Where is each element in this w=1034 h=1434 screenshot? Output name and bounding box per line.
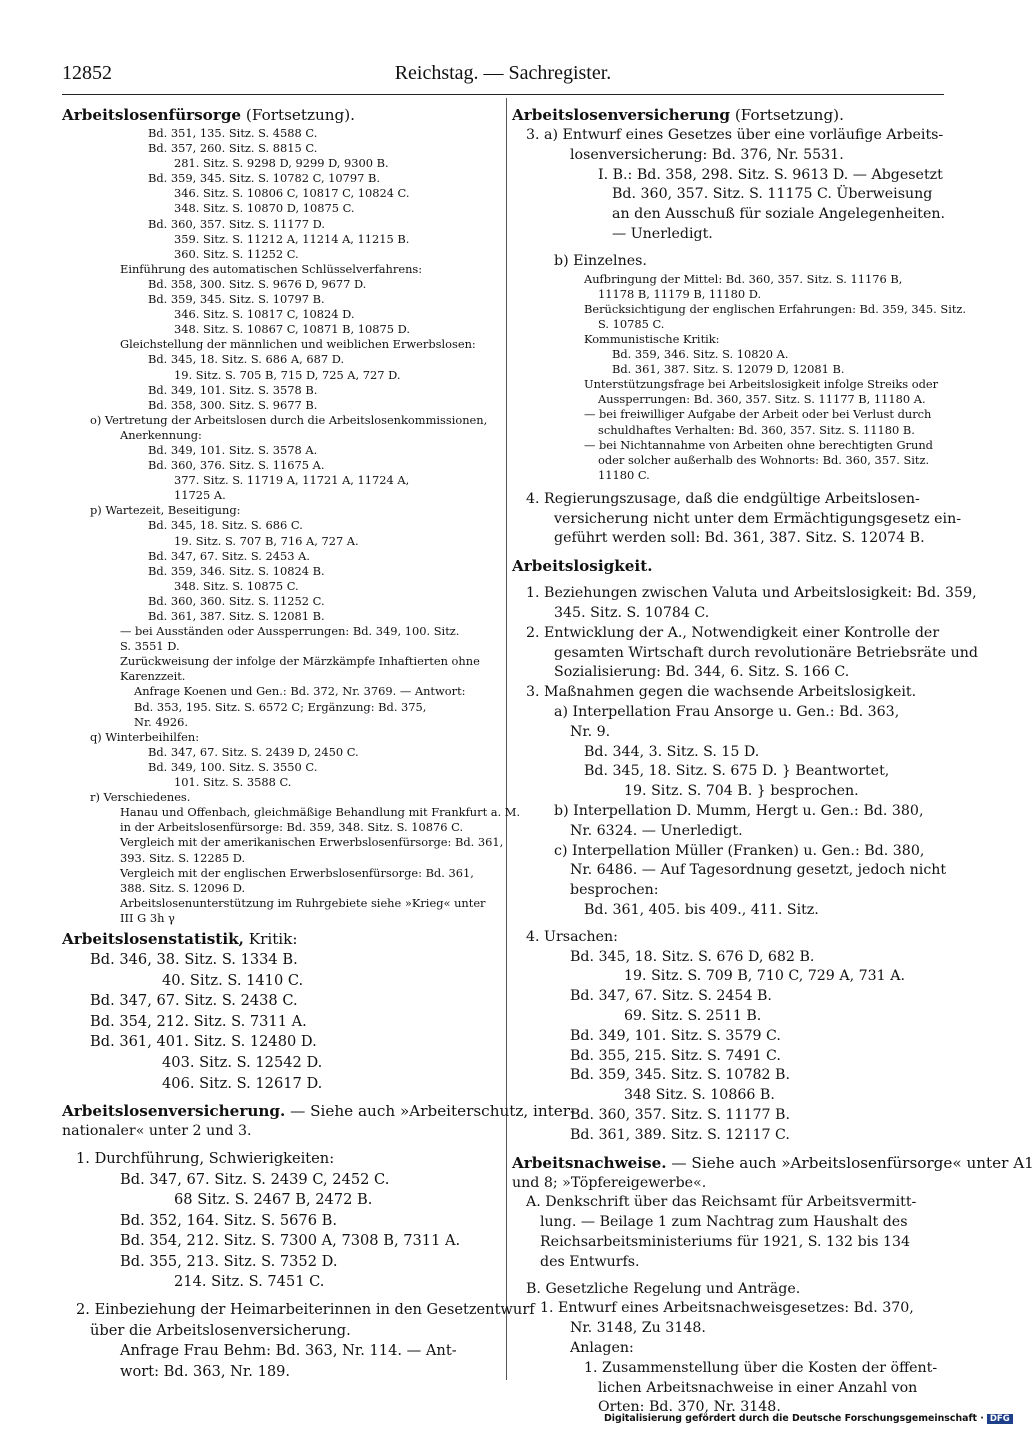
index-line: nationaler« unter 2 und 3. — [62, 1123, 252, 1140]
index-line: 348. Sitz. S. 10870 D, 10875 C. — [174, 201, 355, 216]
index-line: schuldhaftes Verhalten: Bd. 360, 357. Sitz. S. 11180 B. — [598, 422, 915, 437]
index-line: 4. Ursachen: — [526, 928, 618, 945]
index-line: r) Verschiedenes. — [90, 790, 191, 805]
index-line: Bd. 361, 405. bis 409., 411. Sitz. — [584, 902, 819, 919]
index-line: Bd. 347, 67. Sitz. S. 2439 D, 2450 C. — [148, 744, 359, 759]
index-line: 19. Sitz. S. 704 B. } besprochen. — [624, 783, 859, 800]
page-number: 12852 — [62, 62, 112, 84]
section-title: Arbeitslosenfürsorge — [62, 106, 242, 124]
index-line: Bd. 359, 345. Sitz. S. 10797 B. — [148, 292, 325, 307]
index-line: Nr. 4926. — [134, 714, 189, 729]
index-line: — Unerledigt. — [612, 225, 713, 242]
index-line: 403. Sitz. S. 12542 D. — [162, 1053, 323, 1071]
index-line: oder solcher außerhalb des Wohnorts: Bd. 360, 357. Sitz. — [598, 452, 930, 467]
index-line: 393. Sitz. S. 12285 D. — [120, 850, 246, 865]
index-line: 377. Sitz. S. 11719 A, 11721 A, 11724 A, — [174, 473, 410, 488]
index-line: Bd. 345, 18. Sitz. S. 686 C. — [148, 518, 303, 533]
index-line: 11180 C. — [598, 467, 650, 482]
index-line: Bd. 361, 387. Sitz. S. 12079 D, 12081 B. — [612, 362, 845, 377]
index-line: 1. Durchführung, Schwierigkeiten: — [76, 1149, 335, 1167]
index-line: Bd. 357, 260. Sitz. S. 8815 C. — [148, 141, 318, 156]
index-line: Anfrage Koenen und Gen.: Bd. 372, Nr. 3769. — Antwort: — [134, 684, 466, 699]
index-line: Aufbringung der Mittel: Bd. 360, 357. Sitz. S. 11176 B, — [584, 271, 903, 286]
index-line: 4. Regierungszusage, daß die endgültige Arbeitslosen- — [526, 490, 920, 507]
index-line: — bei freiwilliger Aufgabe der Arbeit oder bei Verlust durch — [584, 407, 932, 422]
index-line: 1. Beziehungen zwischen Valuta und Arbeitslosigkeit: Bd. 359, — [526, 585, 977, 602]
section-qualifier: (Fortsetzung). — [730, 106, 844, 124]
dfg-logo: DFG — [987, 1414, 1013, 1424]
index-line: Bd. 352, 164. Sitz. S. 5676 B. — [120, 1211, 338, 1229]
index-line: 101. Sitz. S. 3588 C. — [174, 775, 292, 790]
index-line: 11178 B, 11179 B, 11180 D. — [598, 286, 762, 301]
index-line: o) Vertretung der Arbeitslosen durch die Arbeitslosenkommissionen, — [90, 412, 488, 427]
index-line: Bd. 345, 18. Sitz. S. 675 D. } Beantwortet, — [584, 763, 890, 780]
index-line: Arbeitslosenunterstützung im Ruhrgebiete siehe »Krieg« unter — [120, 895, 486, 910]
index-line: Bd. 347, 67. Sitz. S. 2454 B. — [570, 988, 772, 1005]
index-line: S. 10785 C. — [598, 316, 665, 331]
index-line: Nr. 9. — [570, 723, 611, 740]
index-line: des Entwurfs. — [540, 1253, 640, 1270]
index-line: Bd. 345, 18. Sitz. S. 676 D, 682 B. — [570, 948, 815, 965]
index-line: 345. Sitz. S. 10784 C. — [554, 605, 710, 622]
index-line: III G 3h γ — [120, 910, 175, 925]
index-line: Nr. 6324. — Unerledigt. — [570, 822, 743, 839]
index-line: 68 Sitz. S. 2467 B, 2472 B. — [174, 1191, 373, 1209]
index-line: p) Wartezeit, Beseitigung: — [90, 503, 241, 518]
index-line: 388. Sitz. S. 12096 D. — [120, 880, 246, 895]
index-line: Bd. 359, 345. Sitz. S. 10782 B. — [570, 1067, 790, 1084]
index-line: 40. Sitz. S. 1410 C. — [162, 971, 304, 989]
index-line: 359. Sitz. S. 11212 A, 11214 A, 11215 B. — [174, 231, 410, 246]
index-line: Bd. 358, 300. Sitz. S. 9677 B. — [148, 397, 318, 412]
footer-credit — [604, 1413, 1010, 1427]
section-heading — [512, 1153, 1034, 1174]
section-title: Arbeitslosenstatistik, — [62, 929, 244, 948]
index-line: Bd. 361, 401. Sitz. S. 12480 D. — [90, 1033, 317, 1051]
index-line: Orten: Bd. 370, Nr. 3148. — [598, 1399, 781, 1416]
page-header — [62, 60, 944, 95]
index-line: Bd. 349, 101. Sitz. S. 3578 A. — [148, 442, 318, 457]
index-line: Sozialisierung: Bd. 344, 6. Sitz. S. 166 C. — [554, 664, 850, 681]
index-line: 3. Maßnahmen gegen die wachsende Arbeitslosigkeit. — [526, 684, 917, 701]
running-title: Reichstag. — Sachregister. — [394, 62, 612, 84]
index-line: Bd. 360, 357. Sitz. S. 11177 B. — [570, 1107, 790, 1123]
index-line: Vergleich mit der englischen Erwerbslosenfürsorge: Bd. 361, — [120, 865, 474, 880]
index-line: Bd. 347, 67. Sitz. S. 2439 C, 2452 C. — [120, 1170, 390, 1188]
index-line: Bd. 349, 101. Sitz. S. 3578 B. — [148, 382, 318, 397]
index-line: b) Einzelnes. — [554, 252, 647, 269]
index-line: Bd. 361, 389. Sitz. S. 12117 C. — [570, 1126, 790, 1143]
index-line: Bd. 353, 195. Sitz. S. 6572 C; Ergänzung: Bd. 375, — [134, 699, 427, 714]
index-line: Berücksichtigung der englischen Erfahrungen: Bd. 359, 345. Sitz. — [584, 301, 967, 316]
index-line: 2. Entwicklung der A., Notwendigkeit einer Kontrolle der — [526, 624, 940, 641]
index-line: Bd. 360, 376. Sitz. S. 11675 A. — [148, 458, 325, 473]
index-line: Bd. 359, 346. Sitz. S. 10820 A. — [612, 347, 789, 362]
index-line: A. Denkschrift über das Reichsamt für Arbeitsvermitt- — [526, 1194, 917, 1211]
index-line: geführt werden soll: Bd. 361, 387. Sitz. S. 12074 B. — [554, 530, 925, 547]
index-line: Unterstützungsfrage bei Arbeitslosigkeit infolge Streiks oder — [584, 377, 939, 392]
index-line: Bd. 347, 67. Sitz. S. 2453 A. — [148, 548, 310, 563]
index-line: Bd. 355, 213. Sitz. S. 7352 D. — [120, 1252, 338, 1270]
section-qualifier: (Fortsetzung). — [241, 106, 356, 124]
index-line: B. Gesetzliche Regelung und Anträge. — [526, 1280, 801, 1297]
index-line: 281. Sitz. S. 9298 D, 9299 D, 9300 B. — [174, 156, 389, 171]
section-heading — [62, 1101, 576, 1122]
index-line: Vergleich mit der amerikanischen Erwerbslosenfürsorge: Bd. 361, — [120, 835, 504, 850]
section-title: Arbeitslosenversicherung. — [62, 1102, 286, 1121]
index-line: lung. — Beilage 1 zum Nachtrag zum Haushalt des — [540, 1214, 908, 1231]
index-line: 2. Einbeziehung der Heimarbeiterinnen in den Gesetzentwurf — [76, 1301, 535, 1319]
index-line: 11725 A. — [174, 488, 226, 503]
index-line: Nr. 3148, Zu 3148. — [570, 1320, 706, 1337]
index-line: Bd. 354, 212. Sitz. S. 7311 A. — [90, 1012, 307, 1030]
index-line: Zurückweisung der infolge der Märzkämpfe Inhaftierten ohne — [120, 654, 480, 669]
index-line: 348. Sitz. S. 10867 C, 10871 B, 10875 D. — [174, 322, 410, 337]
index-line: c) Interpellation Müller (Franken) u. Gen.: Bd. 380, — [554, 842, 925, 859]
section-heading — [62, 105, 494, 126]
index-line: Bd. 351, 135. Sitz. S. 4588 C. — [148, 126, 318, 140]
index-line: Bd. 347, 67. Sitz. S. 2438 C. — [90, 992, 298, 1010]
index-line: gesamten Wirtschaft durch revolutionäre Betriebsräte und — [554, 644, 978, 661]
index-line: 360. Sitz. S. 11252 C. — [174, 246, 299, 261]
section-title: Arbeitsnachweise. — [512, 1153, 667, 1172]
index-line: — bei Ausständen oder Aussperrungen: Bd. 349, 100. Sitz. — [120, 624, 460, 639]
index-line: 19. Sitz. S. 705 B, 715 D, 725 A, 727 D. — [174, 367, 401, 382]
index-line: Bd. 355, 215. Sitz. S. 7491 C. — [570, 1047, 781, 1064]
index-line: Bd. 360, 360. Sitz. S. 11252 C. — [148, 593, 325, 608]
section-qualifier: Kritik: — [243, 929, 298, 948]
index-line: Kommunistische Kritik: — [584, 331, 720, 346]
section-heading — [62, 929, 494, 950]
right-column — [512, 102, 1034, 1416]
index-line: Reichsarbeitsministeriums für 1921, S. 132 bis 134 — [540, 1233, 911, 1250]
index-line: 3. a) Entwurf eines Gesetzes über eine vorläufige Arbeits- — [526, 127, 944, 143]
index-line: Aussperrungen: Bd. 360, 357. Sitz. S. 11177 B, 11180 A. — [598, 392, 926, 407]
index-line: 19. Sitz. S. 707 B, 716 A, 727 A. — [174, 533, 359, 548]
index-line: Gleichstellung der männlichen und weiblichen Erwerbslosen: — [120, 337, 476, 352]
section-title: Arbeitslosigkeit. — [512, 557, 653, 576]
index-line: an den Ausschuß für soziale Angelegenheiten. — [612, 206, 946, 223]
index-line: Hanau und Offenbach, gleichmäßige Behandlung mit Frankfurt a. M. — [120, 805, 521, 820]
index-line: Anfrage Frau Behm: Bd. 363, Nr. 114. — Ant- — [120, 1342, 457, 1360]
index-line: Nr. 6486. — Auf Tagesordnung gesetzt, jedoch nicht — [570, 862, 947, 879]
index-line: Bd. 361, 387. Sitz. S. 12081 B. — [148, 609, 325, 623]
index-line: lichen Arbeitsnachweise in einer Anzahl von — [598, 1379, 918, 1396]
index-line: Bd. 349, 101. Sitz. S. 3579 C. — [570, 1027, 781, 1044]
index-line: versicherung nicht unter dem Ermächtigungsgesetz ein- — [554, 510, 962, 527]
index-line: 1. Zusammenstellung über die Kosten der öffent- — [584, 1359, 938, 1376]
index-line: Bd. 346, 38. Sitz. S. 1334 B. — [90, 950, 298, 968]
index-line: in der Arbeitslosenfürsorge: Bd. 359, 348. Sitz. S. 10876 C. — [120, 820, 464, 835]
index-line: I. B.: Bd. 358, 298. Sitz. S. 9613 D. — Abgesetzt — [598, 166, 943, 183]
index-line: wort: Bd. 363, Nr. 189. — [120, 1362, 291, 1380]
index-line: Bd. 358, 300. Sitz. S. 9676 D, 9677 D. — [148, 276, 367, 291]
index-line: 406. Sitz. S. 12617 D. — [162, 1074, 323, 1092]
index-line: 1. Entwurf eines Arbeitsnachweisgesetzes: Bd. 370, — [540, 1300, 914, 1317]
index-line: Bd. 359, 346. Sitz. S. 10824 B. — [148, 563, 325, 578]
section-qualifier: — Siehe auch »Arbeitslosenfürsorge« unter A1 — [666, 1153, 1034, 1172]
index-line: 346. Sitz. S. 10806 C, 10817 C, 10824 C. — [174, 186, 410, 201]
section-heading — [512, 105, 944, 126]
index-line: und 8; »Töpfereigewerbe«. — [512, 1174, 707, 1191]
index-line: Bd. 354, 212. Sitz. S. 7300 A, 7308 B, 7311 A. — [120, 1232, 461, 1250]
index-line: Bd. 359, 345. Sitz. S. 10782 C, 10797 B. — [148, 171, 381, 186]
index-line: 346. Sitz. S. 10817 C, 10824 D. — [174, 307, 355, 322]
column-divider — [506, 98, 507, 1380]
index-line: Bd. 344, 3. Sitz. S. 15 D. — [584, 743, 760, 760]
index-line: a) Interpellation Frau Ansorge u. Gen.: Bd. 363, — [554, 704, 900, 721]
index-line: 348. Sitz. S. 10875 C. — [174, 578, 299, 593]
index-line: Anlagen: — [570, 1339, 634, 1356]
index-line: q) Winterbeihilfen: — [90, 729, 200, 744]
index-line: 214. Sitz. S. 7451 C. — [174, 1273, 325, 1291]
index-line: besprochen: — [570, 882, 659, 899]
index-line: Bd. 349, 100. Sitz. S. 3550 C. — [148, 759, 318, 774]
section-heading — [512, 556, 944, 577]
section-title: Arbeitslosenversicherung — [512, 106, 731, 124]
index-line: über die Arbeitslosenversicherung. — [90, 1321, 351, 1339]
index-line: Karenzzeit. — [120, 669, 186, 684]
index-line: Anerkennung: — [120, 427, 202, 442]
index-line: Bd. 345, 18. Sitz. S. 686 A, 687 D. — [148, 352, 345, 367]
index-line: 348 Sitz. S. 10866 B. — [624, 1087, 775, 1104]
index-line: Einführung des automatischen Schlüsselverfahrens: — [120, 261, 423, 276]
section-qualifier: — Siehe auch »Arbeiterschutz, inter- — [285, 1102, 576, 1121]
footer-text: Digitalisierung gefördert durch die Deutsche Forschungsgemeinschaft · — [604, 1413, 984, 1424]
index-line: Bd. 360, 357. Sitz. S. 11177 D. — [148, 216, 325, 231]
index-line: b) Interpellation D. Mumm, Hergt u. Gen.: Bd. 380, — [554, 803, 924, 820]
index-line: 19. Sitz. S. 709 B, 710 C, 729 A, 731 A. — [624, 968, 905, 985]
index-line: losenversicherung: Bd. 376, Nr. 5531. — [570, 146, 844, 163]
index-line: 69. Sitz. S. 2511 B. — [624, 1008, 762, 1025]
index-line: S. 3551 D. — [120, 639, 180, 654]
index-line: Bd. 360, 357. Sitz. S. 11175 C. Überweisung — [612, 186, 933, 203]
index-line: — bei Nichtannahme von Arbeiten ohne berechtigten Grund — [584, 437, 933, 452]
